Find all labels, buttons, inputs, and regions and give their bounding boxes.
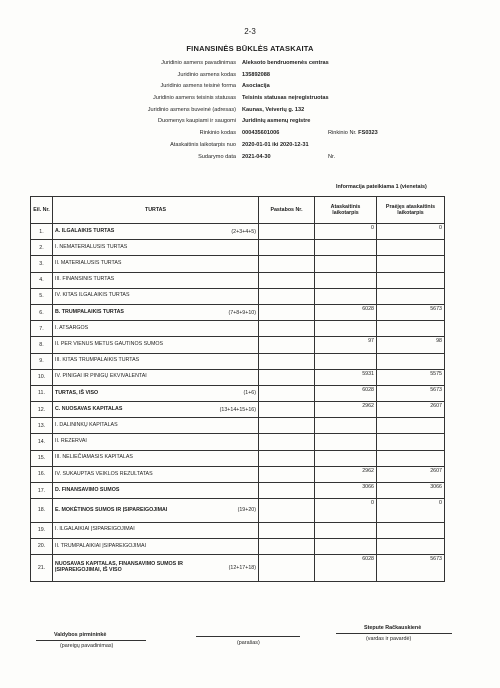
table-row (31, 369, 445, 385)
item-name: III. KITAS TRUMPALAIKIS TURTAS (55, 357, 140, 364)
item-formula: (7+8+9+10) (228, 309, 256, 316)
row-notes (259, 522, 315, 538)
info-label: Juridinio asmens pavadinimas (161, 60, 236, 66)
row-previous (377, 538, 445, 554)
row-number: 6. (31, 304, 53, 320)
item-name: I. ILGALAIKIAI ĮSIPAREIGOJIMAI (55, 526, 135, 533)
item-name: IV. SUKAUPTAS VEIKLOS REZULTATAS (55, 470, 153, 477)
row-notes (259, 418, 315, 434)
item-formula: (2+3+4+5) (231, 228, 256, 235)
info-row (0, 95, 500, 107)
row-item (53, 304, 259, 320)
table-row (31, 240, 445, 256)
info-row (0, 60, 500, 72)
table-row (31, 337, 445, 353)
entity-info (0, 60, 500, 165)
row-notes (259, 402, 315, 418)
row-item (53, 555, 259, 582)
row-number: 8. (31, 337, 53, 353)
row-notes (259, 385, 315, 401)
row-number: 3. (31, 256, 53, 272)
row-item (53, 272, 259, 288)
signer-position: Valdybos pirmininkė (54, 632, 107, 638)
info-extra (328, 130, 378, 136)
item-name: C. NUOSAVAS KAPITALAS (55, 405, 123, 412)
row-current: 5931 (315, 369, 377, 385)
row-current (315, 434, 377, 450)
row-item (53, 385, 259, 401)
row-current: 2962 (315, 402, 377, 418)
position-caption: (pareigų pavadinimas) (60, 643, 114, 649)
row-number: 16. (31, 466, 53, 482)
info-value: 2020-01-01 iki 2020-12-31 (242, 141, 309, 148)
info-row (0, 72, 500, 84)
row-previous: 2607 (377, 402, 445, 418)
row-item (53, 466, 259, 482)
table-row (31, 466, 445, 482)
table-row (31, 450, 445, 466)
row-item (53, 321, 259, 337)
row-current: 2962 (315, 466, 377, 482)
row-number: 2. (31, 240, 53, 256)
row-current (315, 272, 377, 288)
item-formula: (1+6) (243, 390, 256, 397)
row-item (53, 483, 259, 499)
row-previous (377, 434, 445, 450)
table-row (31, 434, 445, 450)
page-number: 2-3 (244, 27, 256, 36)
row-notes (259, 555, 315, 582)
table-row (31, 402, 445, 418)
row-previous (377, 321, 445, 337)
item-name: A. ILGALAIKIS TURTAS (55, 227, 115, 234)
item-name: II. TRUMPALAIKIAI ĮSIPAREIGOJIMAI (55, 542, 146, 549)
row-current: 0 (315, 499, 377, 523)
row-item (53, 337, 259, 353)
info-extra-label: Nr. (328, 153, 336, 160)
row-number: 12. (31, 402, 53, 418)
document-title: FINANSINĖS BŪKLĖS ATASKAITA (186, 44, 314, 53)
row-number: 20. (31, 538, 53, 554)
row-notes (259, 466, 315, 482)
row-notes (259, 256, 315, 272)
row-previous: 0 (377, 224, 445, 240)
info-label: Juridinio asmens buveinė (adresas) (147, 106, 236, 113)
row-previous (377, 418, 445, 434)
row-previous: 5673 (377, 555, 445, 582)
info-label: Sudarymo data (198, 153, 236, 160)
row-item (53, 256, 259, 272)
name-caption: (vardas ir pavardė) (366, 636, 412, 642)
info-extra-value: FS0323 (358, 130, 378, 137)
info-value: Asociacija (242, 83, 270, 90)
signer-name: Stepute Račkauskienė (364, 625, 422, 631)
row-notes (259, 538, 315, 554)
row-current: 6028 (315, 385, 377, 401)
row-current (315, 538, 377, 554)
row-notes (259, 288, 315, 304)
info-value: Aleksoto bendruomenės centras (242, 60, 329, 66)
row-current (315, 321, 377, 337)
table-row (31, 321, 445, 337)
row-number: 11. (31, 385, 53, 401)
row-number: 13. (31, 418, 53, 434)
row-number: 9. (31, 353, 53, 369)
item-name: III. FINANSINIS TURTAS (55, 276, 115, 283)
info-label: Ataskaitinis laikotarpis nuo (170, 141, 236, 148)
info-row (0, 154, 500, 166)
row-previous (377, 256, 445, 272)
table-row (31, 385, 445, 401)
row-current (315, 353, 377, 369)
table-row (31, 522, 445, 538)
row-previous: 98 (377, 337, 445, 353)
row-previous (377, 522, 445, 538)
info-value: 2021-04-30 (242, 153, 271, 160)
row-notes (259, 304, 315, 320)
table-row (31, 224, 445, 240)
row-number: 15. (31, 450, 53, 466)
item-name: I. DALININKŲ KAPITALAS (55, 421, 118, 428)
item-name: D. FINANSAVIMO SUMOS (55, 486, 120, 493)
item-name: II. REZERVAI (55, 438, 87, 445)
row-current: 97 (315, 337, 377, 353)
unit-note: Informacija pateikiama 1 (vienetais) (336, 184, 427, 190)
info-row (0, 130, 500, 142)
info-extra (328, 154, 335, 160)
info-label: Juridinio asmens teisinis statusas (152, 95, 236, 102)
header-current-period: Ataskaitinis laikotarpis (315, 197, 377, 224)
row-item (53, 418, 259, 434)
table-row (31, 483, 445, 499)
info-label: Rinkinio kodas (199, 130, 236, 137)
row-current (315, 418, 377, 434)
row-notes (259, 499, 315, 523)
row-item (53, 522, 259, 538)
table-row (31, 418, 445, 434)
info-row (0, 107, 500, 119)
row-previous: 5575 (377, 369, 445, 385)
row-notes (259, 321, 315, 337)
table-row (31, 555, 445, 582)
row-number: 17. (31, 483, 53, 499)
item-name: TURTAS, IŠ VISO (55, 389, 99, 396)
item-formula: (19+20) (237, 507, 256, 514)
row-notes (259, 240, 315, 256)
info-label: Duomenys kaupiami ir saugomi (157, 118, 236, 125)
table-row (31, 256, 445, 272)
signature-line (196, 636, 300, 637)
row-current: 3066 (315, 483, 377, 499)
item-name: III. NELIEČIAMASIS KAPITALAS (55, 454, 133, 461)
row-previous: 5673 (377, 304, 445, 320)
row-notes (259, 450, 315, 466)
row-previous: 2607 (377, 466, 445, 482)
table-row (31, 353, 445, 369)
row-number: 7. (31, 321, 53, 337)
row-notes (259, 272, 315, 288)
item-name: I. NEMATERIALUSIS TURTAS (55, 243, 128, 250)
row-item (53, 369, 259, 385)
info-row (0, 142, 500, 154)
table-row (31, 304, 445, 320)
row-number: 21. (31, 555, 53, 582)
name-line (336, 633, 452, 634)
item-name: E. MOKĖTINOS SUMOS IR ĮSIPAREIGOJIMAI (55, 506, 168, 513)
item-formula: (12+17+18) (228, 565, 256, 572)
table-header-row (31, 197, 445, 224)
info-value: Juridinių asmenų registre (242, 118, 311, 125)
row-item (53, 402, 259, 418)
row-current: 6028 (315, 304, 377, 320)
row-notes (259, 483, 315, 499)
row-number: 4. (31, 272, 53, 288)
header-previous-period: Praėjęs ataskaitinis laikotarpis (377, 197, 445, 224)
info-value: 135892088 (242, 71, 270, 78)
row-number: 14. (31, 434, 53, 450)
balance-sheet-table (30, 196, 445, 582)
header-item: TURTAS (53, 197, 259, 224)
info-value: Kaunas, Veiverių g. 132 (242, 106, 305, 113)
position-line (36, 640, 146, 641)
row-item (53, 224, 259, 240)
item-name: IV. KITAS ILGALAIKIS TURTAS (55, 292, 130, 299)
table-row (31, 538, 445, 554)
header-notes: Pastabos Nr. (259, 197, 315, 224)
row-number: 18. (31, 499, 53, 523)
item-formula: (13+14+15+16) (219, 406, 256, 413)
row-item (53, 288, 259, 304)
row-previous: 0 (377, 499, 445, 523)
row-previous (377, 272, 445, 288)
row-number: 1. (31, 224, 53, 240)
row-previous (377, 288, 445, 304)
item-name: II. PER VIENUS METUS GAUTINOS SUMOS (55, 341, 164, 347)
row-item (53, 499, 259, 523)
item-name: II. MATERIALUSIS TURTAS (55, 260, 122, 267)
row-current (315, 450, 377, 466)
row-number: 5. (31, 288, 53, 304)
table-row (31, 499, 445, 523)
row-current: 6028 (315, 555, 377, 582)
row-previous (377, 240, 445, 256)
row-item (53, 434, 259, 450)
item-name: B. TRUMPALAIKIS TURTAS (55, 308, 124, 315)
row-notes (259, 224, 315, 240)
info-value: Teisinis statusas neįregistruotas (242, 95, 329, 102)
item-name: I. ATSARGOS (55, 324, 89, 331)
row-current (315, 256, 377, 272)
row-previous (377, 353, 445, 369)
info-row (0, 118, 500, 130)
info-row (0, 83, 500, 95)
row-previous: 5673 (377, 385, 445, 401)
row-previous: 3066 (377, 483, 445, 499)
row-item (53, 353, 259, 369)
row-current (315, 522, 377, 538)
info-extra-label: Rinkinio Nr. (328, 130, 357, 137)
item-name: IV. PINIGAI IR PINIGŲ EKVIVALENTAI (55, 373, 147, 380)
row-current: 0 (315, 224, 377, 240)
row-previous (377, 450, 445, 466)
row-notes (259, 434, 315, 450)
row-number: 19. (31, 522, 53, 538)
row-item (53, 450, 259, 466)
info-label: Juridinio asmens teisinė forma (160, 83, 236, 90)
row-current (315, 240, 377, 256)
row-notes (259, 369, 315, 385)
row-item (53, 240, 259, 256)
header-row-number: Eil. Nr. (31, 197, 53, 224)
row-notes (259, 353, 315, 369)
signature-caption: (parašas) (237, 640, 260, 646)
row-notes (259, 337, 315, 353)
item-name: NUOSAVAS KAPITALAS, FINANSAVIMO SUMOS IR ĮSIPAREIGOJIMAI, IŠ VISO (55, 561, 183, 574)
table-row (31, 272, 445, 288)
info-value: 000435601006 (242, 130, 280, 137)
row-current (315, 288, 377, 304)
table-row (31, 288, 445, 304)
row-item (53, 538, 259, 554)
info-label: Juridinio asmens kodas (177, 71, 236, 78)
row-number: 10. (31, 369, 53, 385)
